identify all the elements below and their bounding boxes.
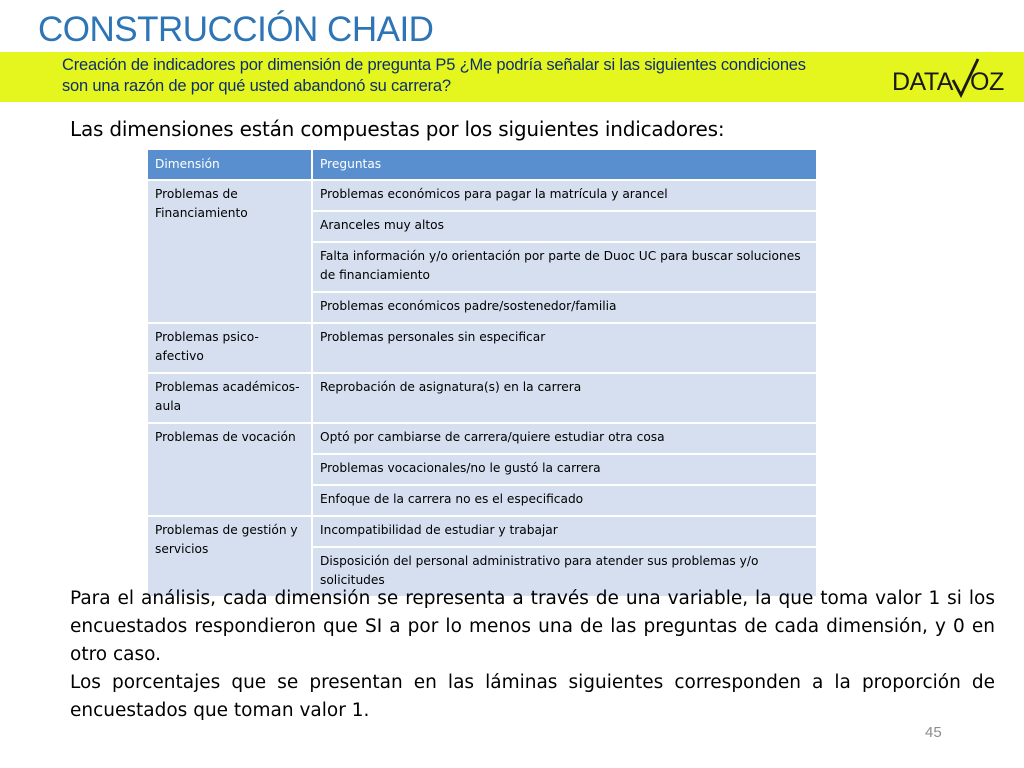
question-cell: Problemas económicos para pagar la matrícula y arancel (312, 180, 817, 211)
table-row (147, 180, 817, 211)
explanation-paragraph-2: Los porcentajes que se presentan en las láminas siguientes corresponden a la proporción de encuestados que toman valor 1. (70, 672, 995, 721)
header-dimension: Dimensión (147, 149, 312, 180)
slide-title: CONSTRUCCIÓN CHAID (38, 10, 434, 49)
question-cell: Incompatibilidad de estudiar y trabajar (312, 516, 817, 547)
question-cell: Optó por cambiarse de carrera/quiere estudiar otra cosa (312, 423, 817, 454)
datavoz-logo (890, 55, 1010, 99)
subtitle-line-1: Creación de indicadores por dimensión de pregunta P5 ¿Me podría señalar si las siguientes condiciones (62, 56, 806, 74)
table-row (147, 373, 817, 423)
question-cell: Enfoque de la carrera no es el especificado (312, 485, 817, 516)
intro-text: Las dimensiones están compuestas por los siguientes indicadores: (70, 117, 725, 141)
question-cell: Falta información y/o orientación por parte de Duoc UC para buscar soluciones de financiamiento (312, 242, 817, 292)
dimension-cell: Problemas de vocación (147, 423, 312, 516)
question-cell: Problemas vocacionales/no le gustó la carrera (312, 454, 817, 485)
question-cell: Disposición del personal administrativo para atender sus problemas y/o solicitudes (312, 547, 817, 597)
dimensions-table (146, 148, 818, 598)
question-cell: Reprobación de asignatura(s) en la carrera (312, 373, 817, 423)
subtitle-banner (0, 52, 1024, 102)
slide-subtitle (62, 55, 852, 97)
analysis-explanation (70, 585, 995, 725)
dimension-cell: Problemas psico-afectivo (147, 323, 312, 373)
explanation-paragraph-1: Para el análisis, cada dimensión se representa a través de una variable, la que toma valor 1 si los encuestados respondieron que SI a por lo menos una de las preguntas de cada dimensión, y 0 en otro caso. (70, 588, 995, 665)
dimension-cell: Problemas de gestión y servicios (147, 516, 312, 597)
logo-text-right: OZ (970, 68, 1004, 96)
dimension-cell: Problemas académicos-aula (147, 373, 312, 423)
table-row (147, 423, 817, 454)
header-preguntas: Preguntas (312, 149, 817, 180)
logo-text-left: DATA (892, 68, 953, 96)
subtitle-line-2: son una razón de por qué usted abandonó su carrera? (62, 77, 451, 95)
question-cell: Problemas personales sin especificar (312, 323, 817, 373)
table-row (147, 516, 817, 547)
dimension-cell: Problemas de Financiamiento (147, 180, 312, 323)
table-header-row (147, 149, 817, 180)
page-number: 45 (925, 724, 942, 741)
table-row (147, 323, 817, 373)
question-cell: Aranceles muy altos (312, 211, 817, 242)
question-cell: Problemas económicos padre/sostenedor/familia (312, 292, 817, 323)
